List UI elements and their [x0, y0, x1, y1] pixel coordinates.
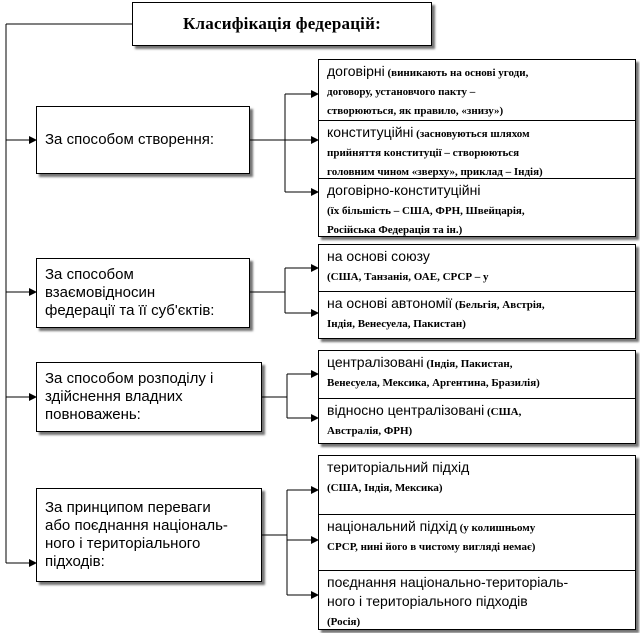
item-contractual [319, 60, 635, 120]
item-relatively-centralized-title: відносно централізовані [327, 402, 485, 418]
item-contractual-desc: (виникають на основі угоди, договору, установчого пакту – створюються, як правило, «знизу») [327, 67, 529, 117]
item-relatively-centralized [319, 398, 635, 443]
category-powers-box [36, 362, 262, 432]
item-autonomy-title: на основі автономії [327, 295, 453, 311]
item-combined-desc: (Росія) [327, 616, 361, 628]
category-approach-label: За принципом переваги або поєднання національ- ного і територіального підходів: [45, 499, 228, 570]
category-creation-label: За способом створення: [45, 131, 215, 148]
item-territorial-desc: (США, Індія, Мексика) [327, 482, 443, 494]
group-approach [318, 455, 636, 630]
item-centralized [319, 351, 635, 398]
item-contractual-constitutional [319, 178, 635, 236]
item-combined [319, 570, 635, 629]
item-contractual-constitutional-desc: (їх більшість – США, ФРН, Швейцарія, Російська Федерація та ін.) [327, 205, 525, 236]
group-creation [318, 59, 636, 237]
item-autonomy-desc: (Бельгія, Австрія, Індія, Венесуела, Пакистан) [327, 299, 545, 330]
item-combined-title: поєднання національно-територіаль- ного і територіального підходів [327, 574, 569, 609]
group-relations [318, 244, 636, 339]
item-union [319, 245, 635, 291]
item-constitutional-desc: (засновуються шляхом прийняття конституції – створюються головним чином «зверху», приклад – Індія) [327, 128, 543, 178]
diagram-title: Класифікація федерацій: [183, 14, 381, 33]
title-box [132, 2, 432, 46]
category-approach-box [36, 488, 262, 582]
item-union-desc: (США, Танзанія, ОАЕ, СРСР – у [327, 271, 489, 283]
item-relatively-centralized-desc: (США, Австралія, ФРН) [327, 406, 522, 437]
item-national-title: національний підхід [327, 518, 457, 534]
group-powers [318, 350, 636, 444]
item-contractual-title: договірні [327, 63, 385, 79]
item-national-desc: (у колишньому СРСР, нині його в чистому вигляді немає) [327, 522, 536, 553]
item-contractual-constitutional-title: договірно-конституційні [327, 182, 481, 198]
item-constitutional [319, 120, 635, 178]
item-centralized-title: централізовані [327, 354, 424, 370]
item-territorial-title: територіальний підхід [327, 459, 470, 475]
item-territorial [319, 456, 635, 514]
category-creation-box [36, 106, 250, 174]
category-relations-label: За способом взаємовідносин федерації та її суб'єктів: [45, 266, 215, 319]
item-national [319, 514, 635, 570]
item-constitutional-title: конституційні [327, 124, 414, 140]
item-union-title: на основі союзу [327, 248, 430, 264]
item-autonomy [319, 291, 635, 338]
item-centralized-desc: (Індія, Пакистан, Венесуела, Мексика, Аргентина, Бразилія) [327, 358, 540, 389]
category-relations-box [36, 258, 250, 328]
category-powers-label: За способом розподілу і здійснення владних повноважень: [45, 370, 214, 423]
